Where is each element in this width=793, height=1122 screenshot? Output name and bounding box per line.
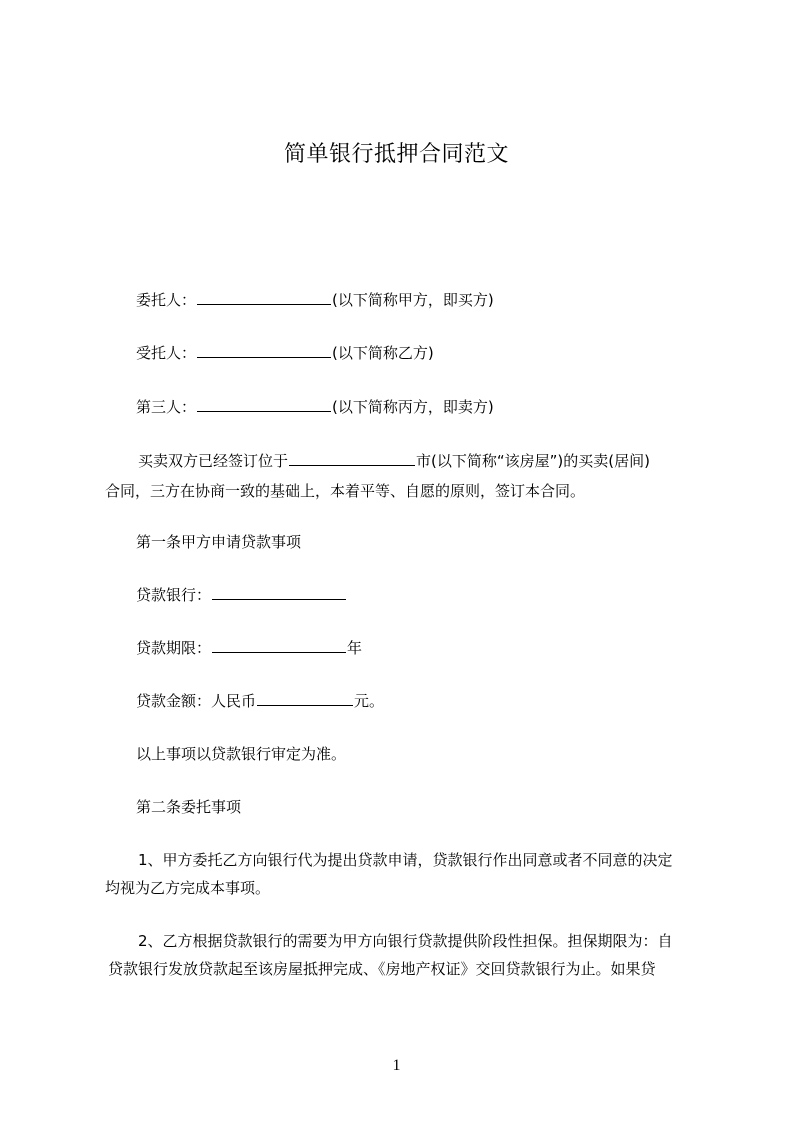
third-party-line <box>136 396 494 418</box>
loan-term-label: 贷款期限： <box>136 639 212 657</box>
client-note: (以下简称甲方，即买方) <box>332 291 494 309</box>
article-2-item-1-line-2: 均视为乙方完成本事项。 <box>105 879 271 897</box>
article-2-item-2-line-1: 2、乙方根据贷款银行的需要为甲方向银行贷款提供阶段性担保。担保期限为：自 <box>138 932 673 950</box>
article-1-note: 以上事项以贷款银行审定为准。 <box>136 745 347 763</box>
page-number: 1 <box>392 1057 401 1074</box>
loan-bank-line <box>136 584 347 606</box>
loan-bank-blank <box>212 584 346 600</box>
client-blank <box>197 289 331 305</box>
loan-term-suffix: 年 <box>347 639 363 657</box>
preamble-line-2: 合同，三方在协商一致的基础上，本着平等、自愿的原则，签订本合同。 <box>105 482 586 500</box>
loan-amount-blank <box>257 690 353 706</box>
preamble-part-2: 市(以下简称“该房屋”)的买卖(居间) <box>416 452 650 470</box>
article-2-heading: 第二条委托事项 <box>136 798 242 816</box>
article-2-item-1-line-1: 1、甲方委托乙方向银行代为提出贷款申请，贷款银行作出同意或者不同意的决定 <box>138 851 673 869</box>
client-label: 委托人： <box>136 291 197 309</box>
preamble-part-1: 买卖双方已经签订位于 <box>138 452 289 470</box>
agent-line <box>136 342 434 364</box>
article-2-item-2-line-2: 贷款银行发放贷款起至该房屋抵押完成、《房地产权证》交回贷款银行为止。如果贷 <box>108 960 656 978</box>
agent-note: (以下简称乙方) <box>332 344 434 362</box>
loan-term-line <box>136 637 362 659</box>
location-blank <box>289 450 415 466</box>
loan-amount-line <box>136 690 384 712</box>
article-1-heading: 第一条甲方申请贷款事项 <box>136 533 302 551</box>
client-line <box>136 289 494 311</box>
document-title: 简单银行抵押合同范文 <box>283 142 509 167</box>
loan-amount-suffix: 元。 <box>354 692 385 710</box>
agent-label: 受托人： <box>136 344 197 362</box>
loan-amount-label: 贷款金额：人民币 <box>136 692 257 710</box>
preamble-line-1 <box>138 450 650 472</box>
loan-bank-label: 贷款银行： <box>136 586 212 604</box>
third-party-blank <box>197 396 331 412</box>
agent-blank <box>197 342 331 358</box>
third-party-note: (以下简称丙方，即卖方) <box>332 398 494 416</box>
third-party-label: 第三人： <box>136 398 197 416</box>
loan-term-blank <box>212 637 346 653</box>
